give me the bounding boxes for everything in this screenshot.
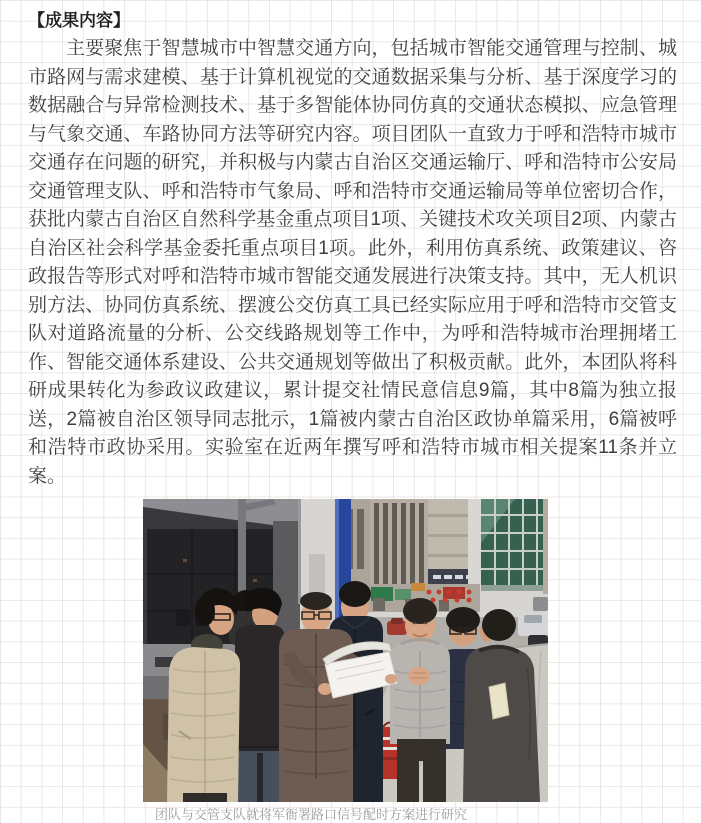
photo-caption: 团队与交管支队就将军衙署路口信号配时方案进行研究 bbox=[155, 807, 468, 822]
section-heading: 【成果内容】 bbox=[28, 11, 130, 30]
street-photo bbox=[143, 499, 548, 802]
team-photo-figure bbox=[143, 499, 548, 802]
body-paragraph: 主要聚焦于智慧城市中智慧交通方向，包括城市智能交通管理与控制、城市路网与需求建模、基于计算机视觉的交通数据采集与分析、基于深度学习的数据融合与异常检测技术、基于多智能体协同仿真的交通状态模拟、应急管理与气象交通、车路协同方法等研究内容。项目团队一直致力于呼和浩特市城市交通存在问题的研究，并积极与内蒙古自治区交通运输厅、呼和浩特市公安局交通管理支队、呼和浩特市气象局、呼和浩特市交通运输局等单位密切合作，获批内蒙古自治区自然科学基金重点项目1项、关键技术攻关项目2项、内蒙古自治区社会科学基金委托重点项目1项。此外，利用仿真系统、政策建议、咨政报告等形式对呼和浩特市城市智能交通发展进行决策支持。其中，无人机识别方法、协同仿真系统、摆渡公交仿真工具已经实际应用于呼和浩特市交管支队对道路流量的分析、公交线路规划等工作中，为呼和浩特城市治理拥堵工作、智能交通体系建设、公共交通规划等做出了积极贡献。此外，本团队将科研成果转化为参政议政建议，累计提交社情民意信息9篇，其中8篇为独立报送，2篇被自治区领导同志批示，1篇被内蒙古自治区政协单篇采用，6篇被呼和浩特市政协采用。实验室在近两年撰写呼和浩特市城市相关提案11条并立案。 bbox=[28, 38, 677, 487]
